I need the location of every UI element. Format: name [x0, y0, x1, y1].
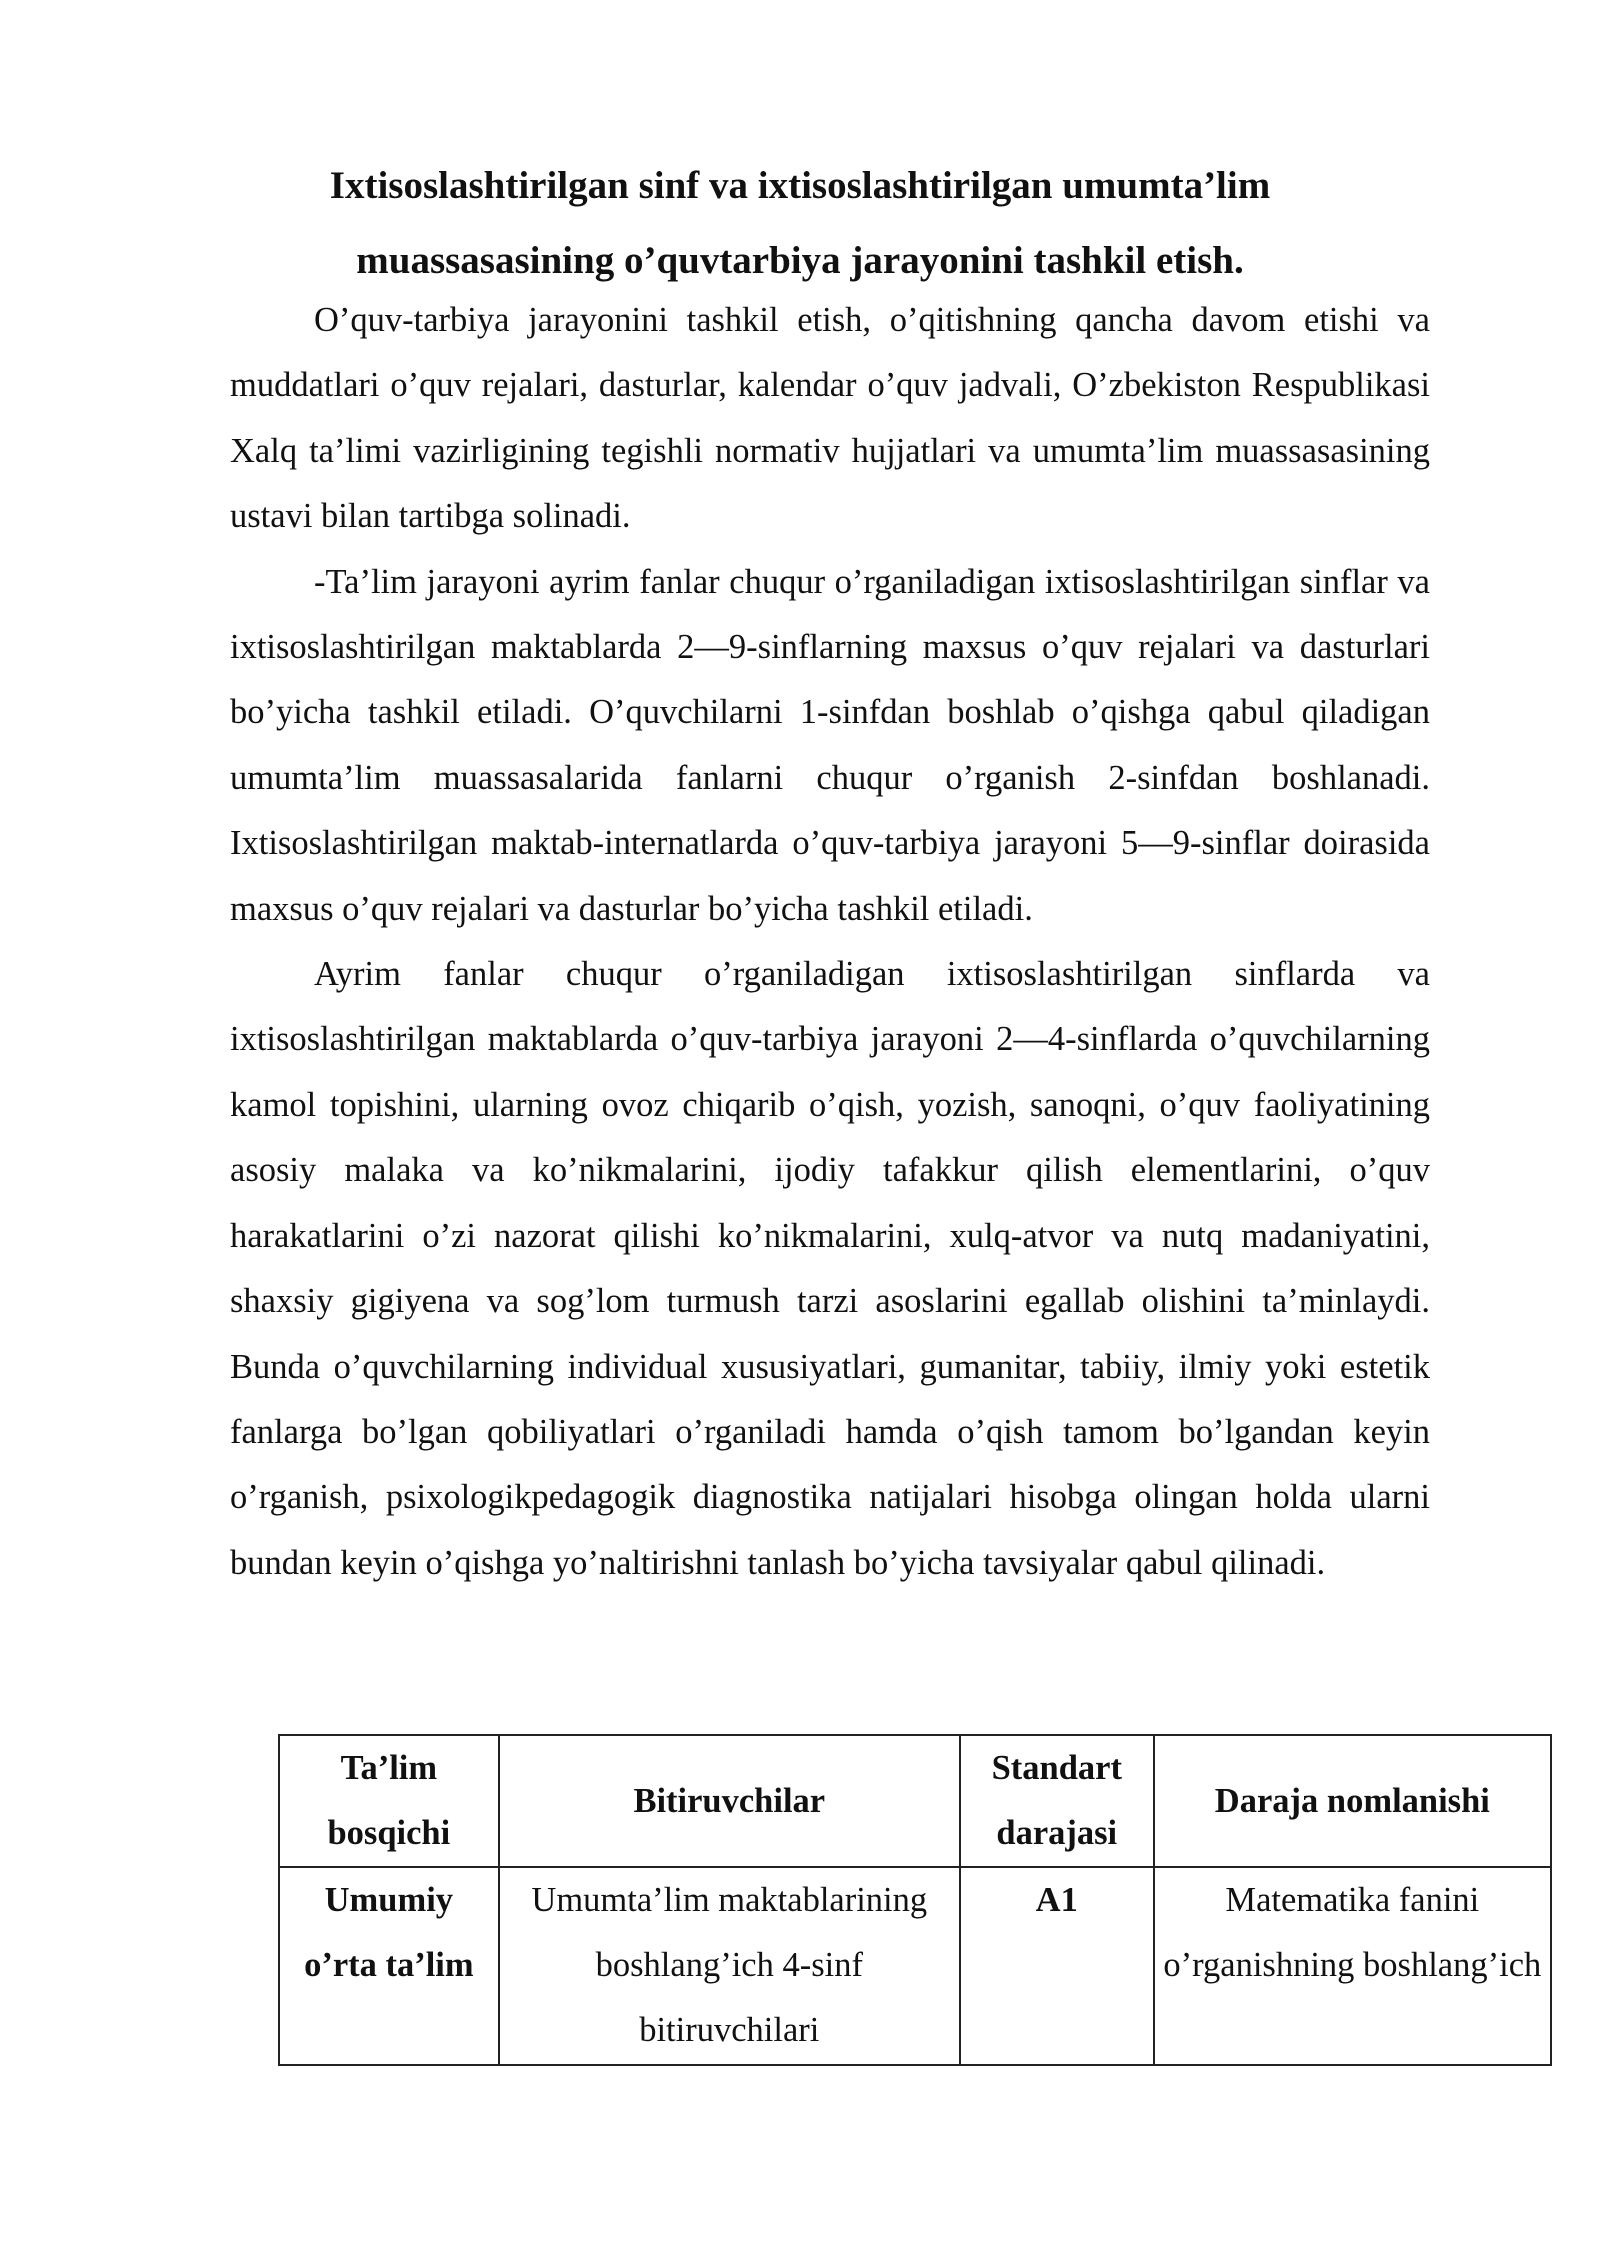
header-level-name: Daraja nomlanishi — [1154, 1735, 1551, 1867]
cell-education-stage: Umumiy o’rta ta’lim — [279, 1867, 499, 2065]
cell-standard-level: A1 — [960, 1867, 1154, 2065]
cell-level-name: Matematika fanini o’rganishning boshlang’ich — [1154, 1867, 1551, 2065]
paragraph-1: O’quv-tarbiya jarayonini tashkil etish, o’qitishning qancha davom etishi va muddatlari o’quv rejalari, dasturlar, kalendar o’quv jadvali, O’zbekiston Respublikasi Xalq ta’limi vazirligining tegishli normativ hujjatlari va umumta’lim muassasasining ustavi bilan tartibga solinadi. — [230, 301, 1430, 536]
header-standard-level: Standart darajasi — [960, 1735, 1154, 1867]
header-graduates: Bitiruvchilar — [499, 1735, 960, 1867]
cell-graduates: Umumta’lim maktablarining boshlang’ich 4-sinf bitiruvchilari — [499, 1867, 960, 2065]
header-education-stage: Ta’lim bosqichi — [279, 1735, 499, 1867]
paragraph-2: -Ta’lim jarayoni ayrim fanlar chuqur o’rganiladigan ixtisoslashtirilgan sinflar va ixtisoslashtirilgan maktablarda 2—9-sinflarning maxsus o’quv rejalari va dasturlari bo’yicha tashkil etiladi. O’quvchilarni 1-sinfdan boshlab o’qishga qabul qiladigan umumta’lim muassasalarida fanlarni chuqur o’rganish 2-sinfdan boshlanadi. Ixtisoslashtirilgan maktab-internatlarda o’quv-tarbiya jarayoni 5—9-sinflar doirasida maxsus o’quv rejalari va dasturlar bo’yicha tashkil etiladi. — [230, 562, 1430, 928]
table-row — [279, 1867, 1551, 2065]
document-title: Ixtisoslashtirilgan sinf va ixtisoslashtirilgan umumta’lim muassasasining o’quvtarbiya jarayonini tashkil etish. — [329, 164, 1271, 282]
paragraph-3: Ayrim fanlar chuqur o’rganiladigan ixtisoslashtirilgan sinflarda va ixtisoslashtirilgan maktablarda o’quv-tarbiya jarayoni 2—4-sinflarda o’quvchilarning kamol topishini, ularning ovoz chiqarib o’qish, yozish, sanoqni, o’quv faoliyatining asosiy malaka va ko’nikmalarini, ijodiy tafakkur qilish elementlarini, o’quv harakatlarini o’zi nazorat qilishi ko’nikmalarini, xulq-atvor va nutq madaniyatini, shaxsiy gigiyena va sog’lom turmush tarzi asoslarini egallab olishini ta’minlaydi. Bunda o’quvchilarning individual xususiyatlari, gumanitar, tabiiy, ilmiy yoki estetik fanlarga bo’lgan qobiliyatlari o’rganiladi hamda o’qish tamom bo’lgandan keyin o’rganish, psixologikpedagogik diagnostika natijalari hisobga olingan holda ularni bundan keyin o’qishga yo’naltirishni tanlash bo’yicha tavsiyalar qabul qilinadi. — [230, 955, 1430, 1582]
document-body — [230, 288, 1430, 1596]
education-levels-table — [278, 1734, 1552, 2066]
table-header-row — [279, 1735, 1551, 1867]
